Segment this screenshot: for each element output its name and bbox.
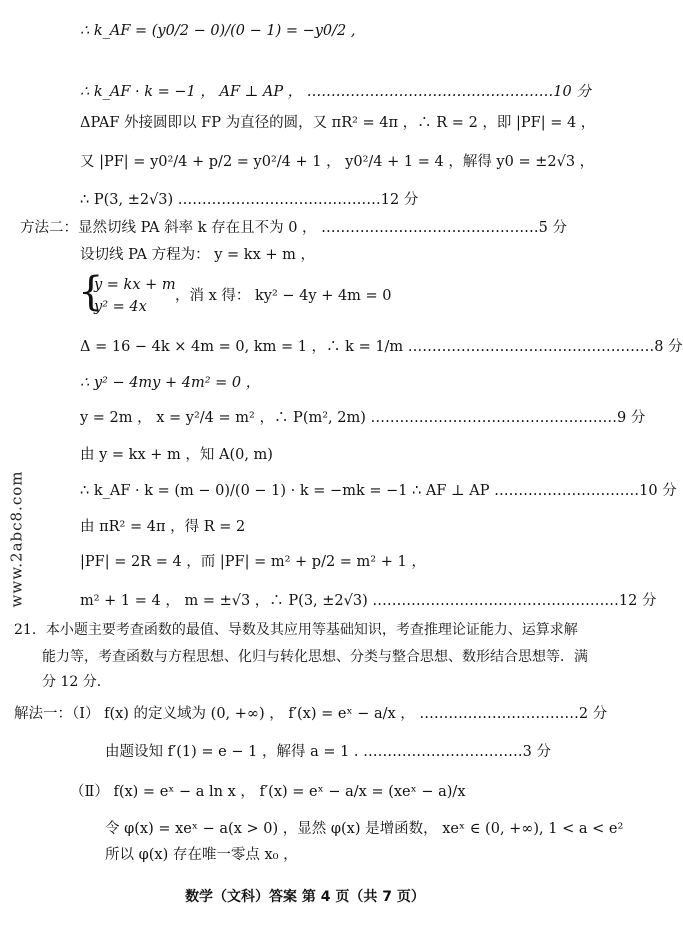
line-16: m² + 1 = 4 ， m = ±√3 ，∴ P(3, ±2√3) ……………………………………………12 分	[80, 593, 657, 609]
line-2: ∴ k_AF · k = −1 ， AF ⊥ AP ， ……………………………………………10 分	[80, 84, 591, 100]
solution-line-3: （Ⅱ） f(x) = eˣ − a ln x ， f′(x) = eˣ − a/x = (xeˣ − a)/x	[70, 784, 466, 800]
solution-line-1: 解法一：（Ⅰ） f(x) 的定义域为 (0, +∞) ， f′(x) = eˣ − a/x ， ……………………………2 分	[14, 706, 608, 722]
solution-line-5: 所以 φ(x) 存在唯一零点 x₀ ，	[105, 847, 298, 863]
line-15: |PF| = 2R = 4 ，而 |PF| = m² + p/2 = m² + 1 ，	[80, 554, 426, 570]
line-1	[80, 22, 356, 40]
line-12: 由 y = kx + m ，知 A(0, m)	[80, 447, 273, 463]
line-8b: y² = 4x	[94, 299, 147, 315]
question-21-line-3: 分 12 分．	[42, 674, 111, 690]
question-21-line-2: 能力等，考查函数与方程思想、化归与转化思想、分类与整合思想、数形结合思想等．满	[42, 649, 588, 665]
solution-line-2: 由题设知 f′(1) = e − 1 ，解得 a = 1 . ……………………………3 分	[105, 744, 551, 760]
line-8c: ，消 x 得： ky² − 4y + 4m = 0	[175, 288, 392, 304]
question-21-line-1: 21．本小题主要考查函数的最值、导数及其应用等基础知识，考查推理论证能力、运算求解	[14, 622, 578, 638]
line-6-method-two: 方法二：显然切线 PA 斜率 k 存在且不为 0 ， ………………………………………5 分	[20, 220, 568, 236]
watermark: www.2abc8.com	[7, 470, 26, 608]
line-3: ΔPAF 外接圆即以 FP 为直径的圆，又 πR² = 4π ，∴ R = 2 ，即 |PF| = 4 ，	[80, 115, 596, 131]
line-11: y = 2m ， x = y²/4 = m² ，∴ P(m², 2m) ……………………………………………9 分	[80, 410, 646, 426]
line-14: 由 πR² = 4π ，得 R = 2	[80, 519, 246, 535]
page-footer: 数学（文科）答案 第 4 页（共 7 页）	[185, 889, 425, 905]
solution-line-4: 令 φ(x) = xeˣ − a(x > 0) ，显然 φ(x) 是增函数， xeˣ ∈ (0, +∞), 1 < a < e²	[105, 821, 624, 837]
left-brace: {	[78, 269, 104, 315]
line-5: ∴ P(3, ±2√3) ……………………………………12 分	[80, 192, 419, 208]
line-10: ∴ y² − 4my + 4m² = 0 ，	[80, 375, 261, 391]
line-13: ∴ k_AF · k = (m − 0)/(0 − 1) · k = −mk = −1 ∴ AF ⊥ AP …………………………10 分	[80, 483, 677, 499]
line-8a: y = kx + m	[94, 277, 176, 293]
line-7: 设切线 PA 方程为： y = kx + m ，	[80, 247, 315, 263]
line-9: Δ = 16 − 4k × 4m = 0, km = 1 ，∴ k = 1/m ……………………………………………8 分	[80, 339, 683, 355]
line-4: 又 |PF| = y0²/4 + p/2 = y0²/4 + 1 ， y0²/4 + 1 = 4 ，解得 y0 = ±2√3 ，	[80, 154, 595, 170]
line-1-text: ∴ k_AF = (y0/2 − 0)/(0 − 1) = −y0/2 ,	[80, 23, 356, 39]
